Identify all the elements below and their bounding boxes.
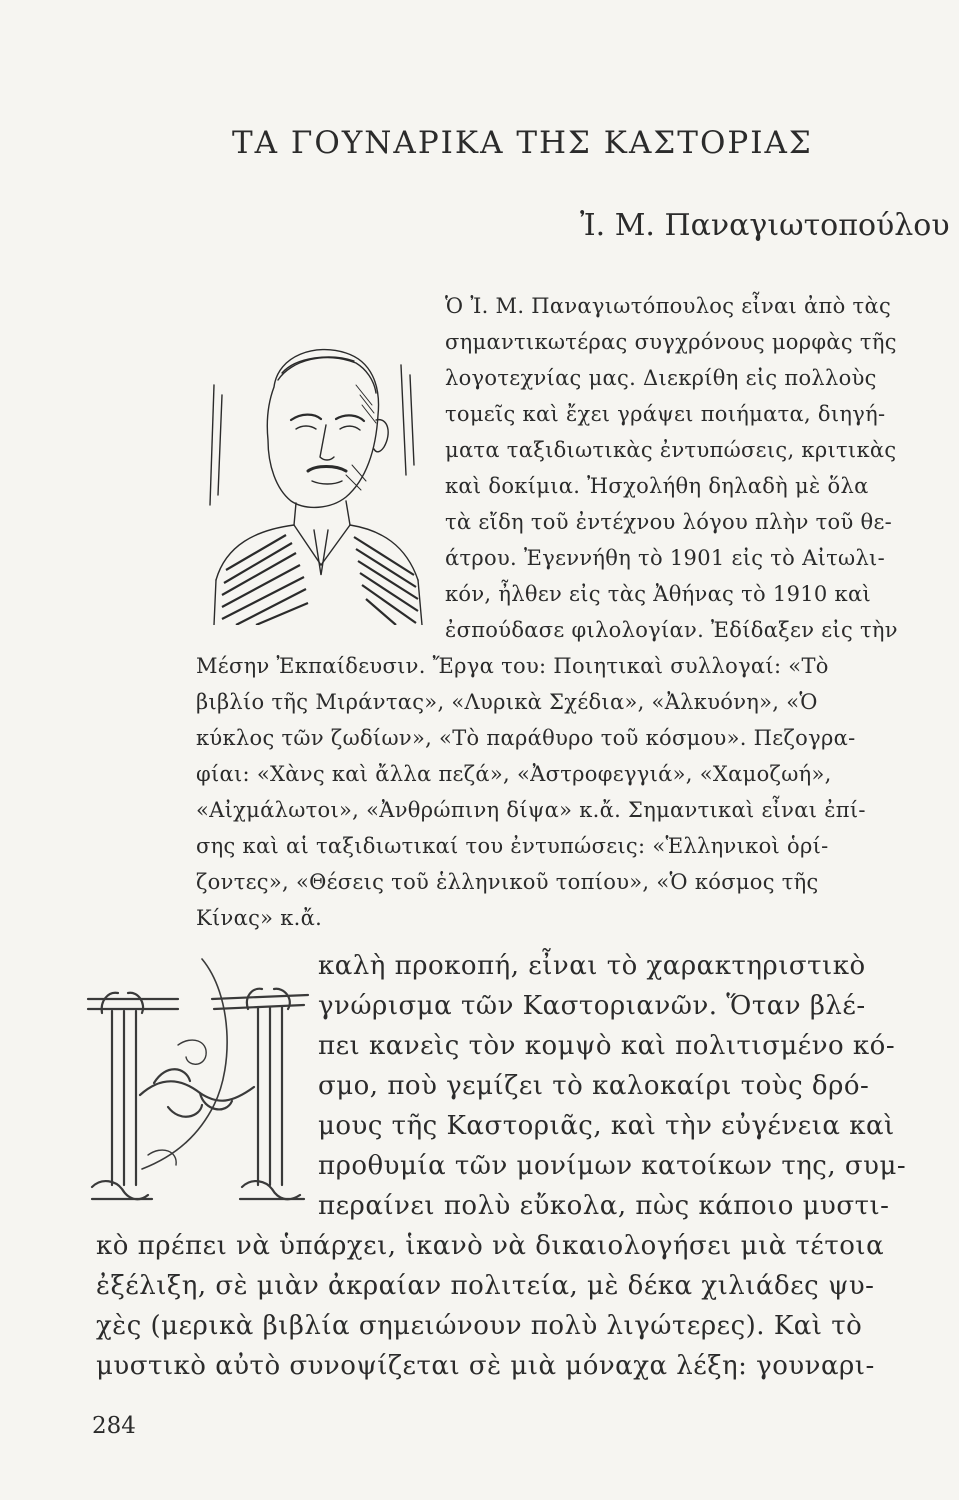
page-title: ΤΑ ΓΟΥΝΑΡΙΚΑ ΤΗΣ ΚΑΣΤΟΡΙΑΣ xyxy=(232,125,813,161)
bio-line: Μέσην Ἐκπαίδευσιν. Ἔργα του: Ποιητικαὶ συλλογαί: «Τὸ xyxy=(196,654,829,678)
body-line: καλὴ προκοπή, εἶναι τὸ χαρακτηριστικὸ xyxy=(318,951,866,981)
body-line: προθυμία τῶν μονίμων κατοίκων της, συμ- xyxy=(318,1151,907,1181)
bio-line: σημαντικωτέρας συγχρόνους μορφὰς τῆς xyxy=(445,330,897,354)
bio-line: ματα ταξιδιωτικὰς ἐντυπώσεις, κριτικὰς xyxy=(445,438,897,462)
ornamental-initial-eta xyxy=(82,955,310,1217)
bio-line: Ὁ Ἰ. Μ. Παναγιωτόπουλος εἶναι ἀπὸ τὰς xyxy=(445,294,892,318)
bio-line: τομεῖς καὶ ἔχει γράψει ποιήματα, διηγή- xyxy=(445,402,886,426)
bio-line: κόν, ἦλθεν εἰς τὰς Ἀθήνας τὸ 1910 καὶ xyxy=(445,582,871,606)
author-portrait-sketch xyxy=(196,325,441,625)
bio-line: ζοντες», «Θέσεις τοῦ ἑλληνικοῦ τοπίου», «Ὁ κόσμος τῆς xyxy=(196,870,819,894)
body-line: ἐξέλιξη, σὲ μιὰν ἀκραίαν πολιτεία, μὲ δέκα χιλιάδες ψυ- xyxy=(96,1271,875,1301)
body-line: σμο, ποὺ γεμίζει τὸ καλοκαίρι τοὺς δρό- xyxy=(318,1071,870,1101)
bio-line: βιβλίο τῆς Μιράντας», «Λυρικὰ Σχέδια», «Ἀλκυόνη», «Ὁ xyxy=(196,690,818,714)
author-byline: Ἰ. Μ. Παναγιωτοπούλου xyxy=(580,208,950,243)
bio-line: καὶ δοκίμια. Ἠσχολήθη δηλαδὴ μὲ ὅλα xyxy=(445,474,869,498)
bio-line: Κίνας» κ.ἄ. xyxy=(196,906,323,930)
bio-line: «Αἰχμάλωτοι», «Ἀνθρώπινη δίψα» κ.ἄ. Σημαντικαὶ εἶναι ἐπί- xyxy=(196,798,866,822)
bio-line: ἐσπούδασε φιλολογίαν. Ἐδίδαξεν εἰς τὴν xyxy=(445,618,898,642)
body-line: χὲς (μερικὰ βιβλία σημειώνουν πολὺ λιγώτερες). Καὶ τὸ xyxy=(96,1311,863,1341)
bio-line: άτρου. Ἐγεννήθη τὸ 1901 εἰς τὸ Αἰτωλι- xyxy=(445,546,885,570)
page-number: 284 xyxy=(92,1413,136,1439)
body-line: γνώρισμα τῶν Καστοριανῶν. Ὅταν βλέ- xyxy=(318,991,866,1021)
bio-line: κύκλος τῶν ζωδίων», «Τὸ παράθυρο τοῦ κόσμου». Πεζογρα- xyxy=(196,726,856,750)
bio-line: λογοτεχνίας μας. Διεκρίθη εἰς πολλοὺς xyxy=(445,366,877,390)
bio-line: φίαι: «Χὰνς καὶ ἄλλα πεζά», «Ἀστροφεγγιά», «Χαμοζωή», xyxy=(196,762,832,786)
body-line: κὸ πρέπει νὰ ὑπάρχει, ἱκανὸ νὰ δικαιολογήσει μιὰ τέτοια xyxy=(96,1231,885,1261)
body-line: μους τῆς Καστοριᾶς, καὶ τὴν εὐγένεια καὶ xyxy=(318,1111,895,1141)
bio-line: σης καὶ αἱ ταξιδιωτικαί του ἐντυπώσεις: «Ἑλληνικοὶ ὁρί- xyxy=(196,834,829,858)
body-line: περαίνει πολὺ εὔκολα, πὼς κάποιο μυστι- xyxy=(318,1191,890,1221)
body-line: πει κανεὶς τὸν κομψὸ καὶ πολιτισμένο κό- xyxy=(318,1031,896,1061)
body-line: μυστικὸ αὐτὸ συνοψίζεται σὲ μιὰ μόναχα λέξη: γουναρι- xyxy=(96,1351,875,1381)
bio-line: τὰ εἴδη τοῦ ἐντέχνου λόγου πλὴν τοῦ θε- xyxy=(445,510,893,534)
